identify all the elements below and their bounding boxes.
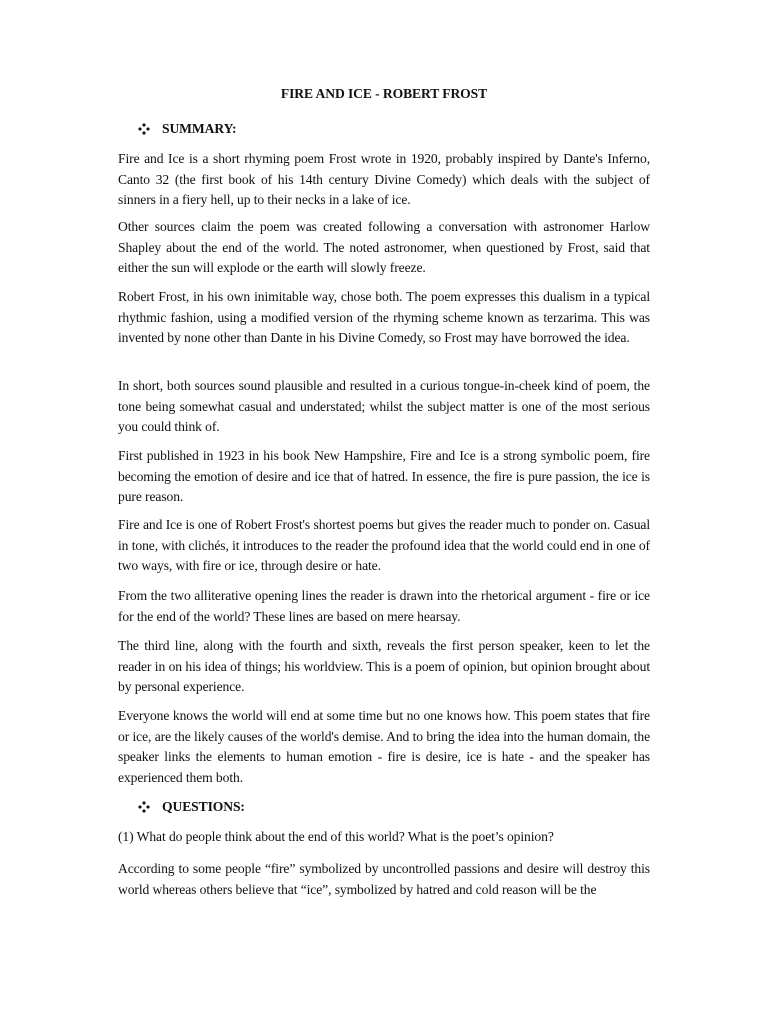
questions-heading-text: QUESTIONS: bbox=[162, 799, 245, 814]
four-diamond-bullet-icon bbox=[138, 801, 150, 813]
four-diamond-bullet-icon bbox=[138, 123, 150, 135]
answer-1: According to some people “fire” symbolized by uncontrolled passions and desire will destroy this world whereas others believe that “ice”, symbolized by hatred and cold reason will be the bbox=[118, 861, 650, 897]
summary-paragraph-7: From the two alliterative opening lines the reader is drawn into the rhetorical argument - fire or ice for the end of the world? These lines are based on mere hearsay. bbox=[118, 588, 650, 624]
summary-paragraph-3: Robert Frost, in his own inimitable way, chose both. The poem expresses this dualism in a typical rhythmic fashion, using a modified version of the rhyming scheme known as terzarima. This was invented by none other than Dante in his Divine Comedy, so Frost may have borrowed the idea. bbox=[118, 289, 650, 345]
summary-paragraph-2: Other sources claim the poem was created following a conversation with astronomer Harlow Shapley about the end of the world. The noted astronomer, when questioned by Frost, said that either the sun will explode or the earth will slowly freeze. bbox=[118, 219, 650, 275]
document-title: FIRE AND ICE - ROBERT FROST bbox=[280, 86, 488, 101]
questions-heading bbox=[138, 797, 245, 818]
summary-paragraph-9: Everyone knows the world will end at some time but no one knows how. This poem states that fire or ice, are the likely causes of the world's demise. And to bring the idea into the human domain, the speaker links the elements to human emotion - fire is desire, ice is hate - and the speaker has experienced them both. bbox=[118, 708, 650, 785]
summary-paragraph-5: First published in 1923 in his book New Hampshire, Fire and Ice is a strong symbolic poem, fire becoming the emotion of desire and ice that of hatred. In essence, the fire is pure passion, the ice is pure reason. bbox=[118, 448, 650, 504]
question-1: (1) What do people think about the end of this world? What is the poet’s opinion? bbox=[118, 829, 554, 844]
summary-paragraph-8: The third line, along with the fourth and sixth, reveals the first person speaker, keen to let the reader in on his idea of things; his worldview. This is a poem of opinion, but opinion brought about by personal experience. bbox=[118, 638, 650, 694]
summary-paragraph-6: Fire and Ice is one of Robert Frost's shortest poems but gives the reader much to ponder on. Casual in tone, with clichés, it introduces to the reader the profound idea that the world could end in one of two ways, with fire or ice, through desire or hate. bbox=[118, 517, 650, 573]
summary-paragraph-1: Fire and Ice is a short rhyming poem Frost wrote in 1920, probably inspired by Dante's Inferno, Canto 32 (the first book of his 14th century Divine Comedy) which deals with the subject of sinners in a fiery hell, up to their necks in a lake of ice. bbox=[118, 151, 650, 207]
summary-heading-text: SUMMARY: bbox=[162, 121, 237, 136]
summary-paragraph-4: In short, both sources sound plausible and resulted in a curious tongue-in-cheek kind of poem, the tone being somewhat casual and understated; whilst the subject matter is one of the most serious you could think of. bbox=[118, 378, 650, 434]
summary-heading bbox=[138, 119, 237, 140]
